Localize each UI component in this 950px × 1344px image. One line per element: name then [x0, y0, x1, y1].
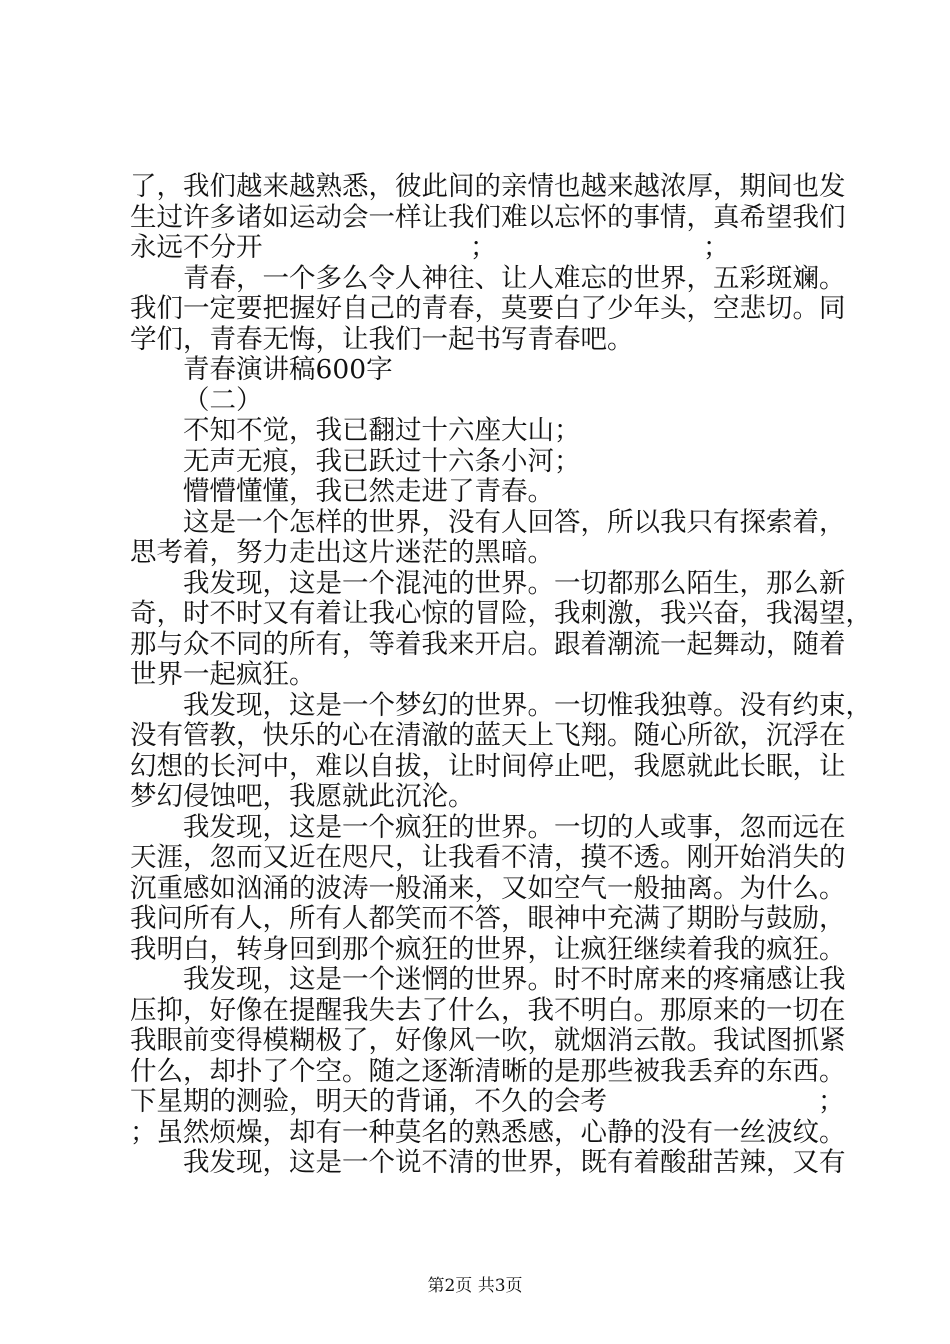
text-line: 压抑，好像在提醒我失去了什么，我不明白。那原来的一切在	[130, 994, 846, 1026]
section-heading: 青春演讲稿600字	[183, 354, 393, 385]
text-line: 我发现，这是一个疯狂的世界。一切的人或事，忽而远在	[183, 811, 846, 843]
text-line: 我眼前变得模糊极了，好像风一吹，就烟消云散。我试图抓紧	[130, 1025, 846, 1056]
text-line: 学们，青春无悔，让我们一起书写青春吧。	[130, 323, 634, 355]
text-line: 我发现，这是一个迷惘的世界。时不时席来的疼痛感让我	[183, 964, 846, 995]
text-line: 生过许多诸如运动会一样让我们难以忘怀的事情，真希望我们	[130, 201, 846, 233]
text-line: 我问所有人，所有人都笑而不答，眼神中充满了期盼与鼓励，	[130, 903, 846, 934]
text-line: 青春，一个多么令人神往、让人难忘的世界，五彩斑斓。	[183, 262, 846, 294]
text-line: 我发现，这是一个梦幻的世界。一切惟我独尊。没有约束，	[183, 689, 872, 721]
text-line: ；	[703, 232, 730, 263]
section-number: （二）	[183, 384, 263, 416]
text-line: 世界一起疯狂。	[130, 659, 316, 690]
text-line: 那与众不同的所有，等着我来开启。跟着潮流一起舞动，随着	[130, 628, 846, 660]
text-line: 下星期的测验，明天的背诵，不久的会考	[130, 1086, 607, 1117]
page-number-footer: 第2页 共3页	[427, 1276, 523, 1296]
text-line: 梦幻侵蚀吧，我愿就此沉沦。	[130, 781, 475, 812]
text-line: 什么，却扑了个空。随之逐渐清晰的是那些被我丢弃的东西。	[130, 1055, 846, 1087]
text-line: ；	[818, 1086, 845, 1117]
text-line: 天涯，忽而又近在咫尺，让我看不清，摸不透。刚开始消失的	[130, 842, 846, 873]
text-line: 这是一个怎样的世界，没有人回答，所以我只有探索着，	[183, 506, 846, 538]
text-line: 我发现，这是一个混沌的世界。一切都那么陌生，那么新	[183, 567, 846, 599]
text-line: 永远不分开	[130, 232, 263, 263]
text-line: 不知不觉，我已翻过十六座大山；	[183, 415, 581, 446]
text-line: ；虽然烦燥，却有一种莫名的熟悉感，心静的没有一丝波纹。	[130, 1116, 846, 1148]
text-line: 懵懵懂懂，我已然走进了青春。	[183, 476, 554, 507]
text-line: ；	[470, 232, 497, 263]
text-line: 奇，时不时又有着让我心惊的冒险，我刺激，我兴奋，我渴望，	[130, 598, 872, 629]
text-line: 我们一定要把握好自己的青春，莫要白了少年头，空悲切。同	[130, 293, 846, 324]
text-line: 没有管教，快乐的心在清澈的蓝天上飞翔。随心所欲，沉浮在	[130, 720, 846, 751]
text-line: 沉重感如汹涌的波涛一般涌来，又如空气一般抽离。为什么。	[130, 872, 846, 904]
text-line: 思考着，努力走出这片迷茫的黑暗。	[130, 537, 554, 568]
text-line: 无声无痕，我已跃过十六条小河；	[183, 445, 581, 477]
text-line: 我明白，转身回到那个疯狂的世界，让疯狂继续着我的疯狂。	[130, 933, 846, 965]
text-line: 了，我们越来越熟悉，彼此间的亲情也越来越浓厚，期间也发	[130, 171, 846, 202]
text-line: 我发现，这是一个说不清的世界，既有着酸甜苦辣，又有	[183, 1147, 846, 1178]
text-line: 幻想的长河中，难以自拔，让时间停止吧，我愿就此长眠，让	[130, 750, 846, 782]
